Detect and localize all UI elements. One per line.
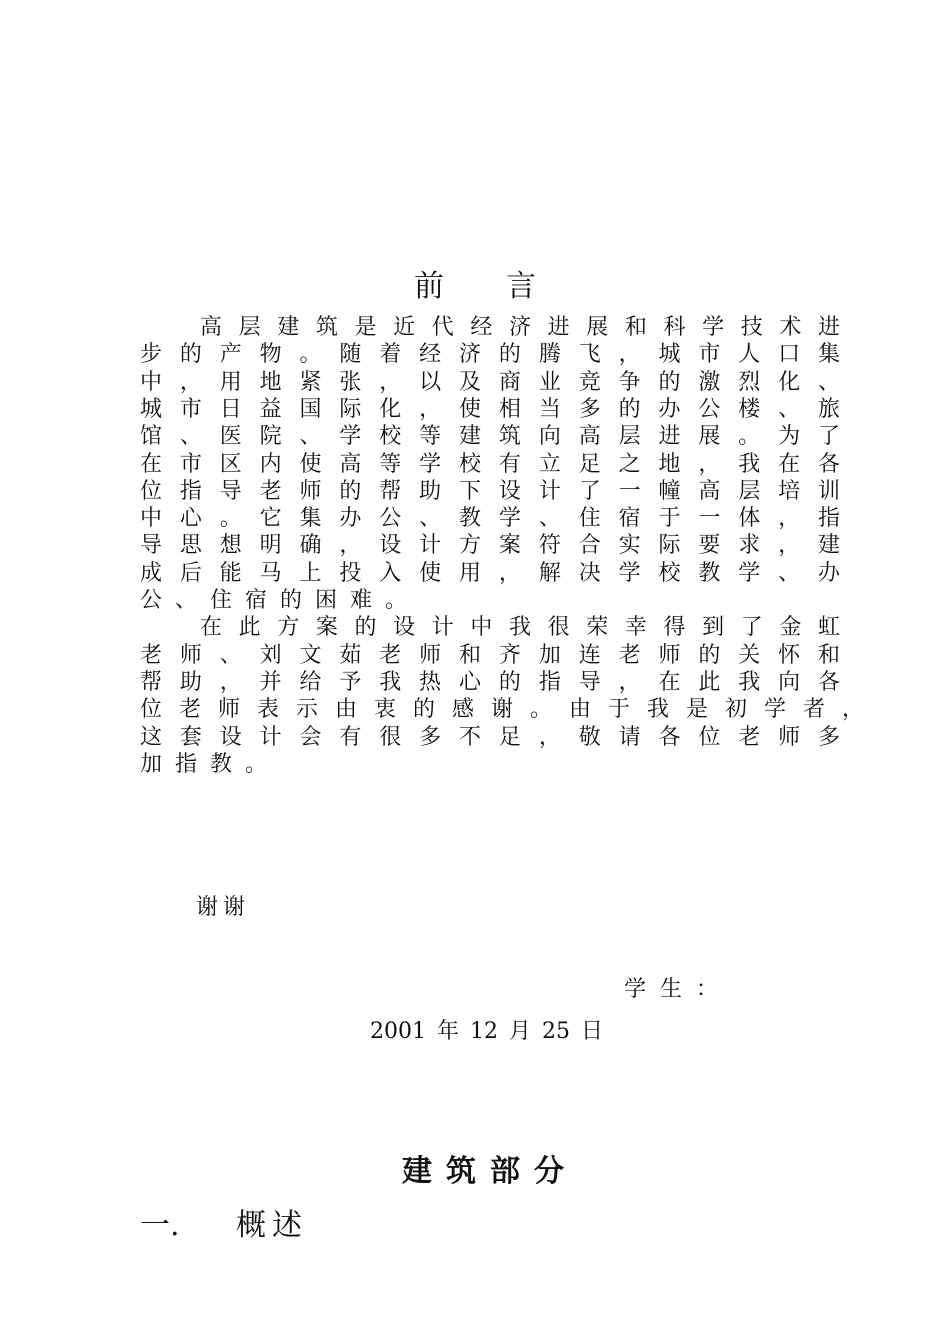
- thanks-text: 谢谢: [196, 895, 251, 920]
- preface-title: 前言: [414, 269, 598, 304]
- student-label: 学生：: [624, 977, 733, 1002]
- date-text: 2001 年 12 月 25 日: [370, 1019, 603, 1044]
- heading-text: 概述: [236, 1208, 308, 1243]
- preface-line: 位老师表示由衷的感谢。由于我是初学者，: [140, 697, 864, 723]
- preface-line: 成后能马上投入使用，解决学校教学、办: [140, 560, 840, 586]
- preface-line: 在市区内使高等学校有立足之地，我在各: [140, 451, 840, 477]
- preface-line: 中心。它集办公、教学、住宿于一体，指: [140, 506, 840, 532]
- section-heading: [140, 1200, 308, 1244]
- preface-line: 步的产物。随着经济的腾飞，城市人口集: [140, 342, 840, 368]
- preface-line: 中，用地紧张，以及商业竞争的激烈化、: [140, 369, 840, 395]
- section-title: 建筑部分: [402, 1154, 578, 1189]
- preface-line: 这套设计会有很多不足，敬请各位老师多: [140, 724, 840, 750]
- preface-line: 位指导老师的帮助下设计了一幢高层培训: [140, 478, 840, 504]
- preface-line: 城市日益国际化，使相当多的办公楼、旅: [140, 396, 840, 422]
- preface-line: 高层建筑是近代经济进展和科学技术进: [200, 315, 840, 340]
- heading-number: 一.: [140, 1208, 180, 1243]
- preface-line: 导思想明确，设计方案符合实际要求，建: [140, 533, 840, 559]
- preface-line: 老师、刘文茹老师和齐加连老师的关怀和: [140, 642, 840, 668]
- preface-line: 在此方案的设计中我很荣幸得到了金虹: [200, 615, 840, 641]
- preface-line: 公、住宿的困难。: [140, 588, 421, 613]
- preface-line: 馆、医院、学校等建筑向高层进展。为了: [140, 424, 840, 450]
- preface-line: 帮助，并给予我热心的指导，在此我向各: [140, 669, 840, 695]
- preface-line: 加指教。: [140, 751, 281, 777]
